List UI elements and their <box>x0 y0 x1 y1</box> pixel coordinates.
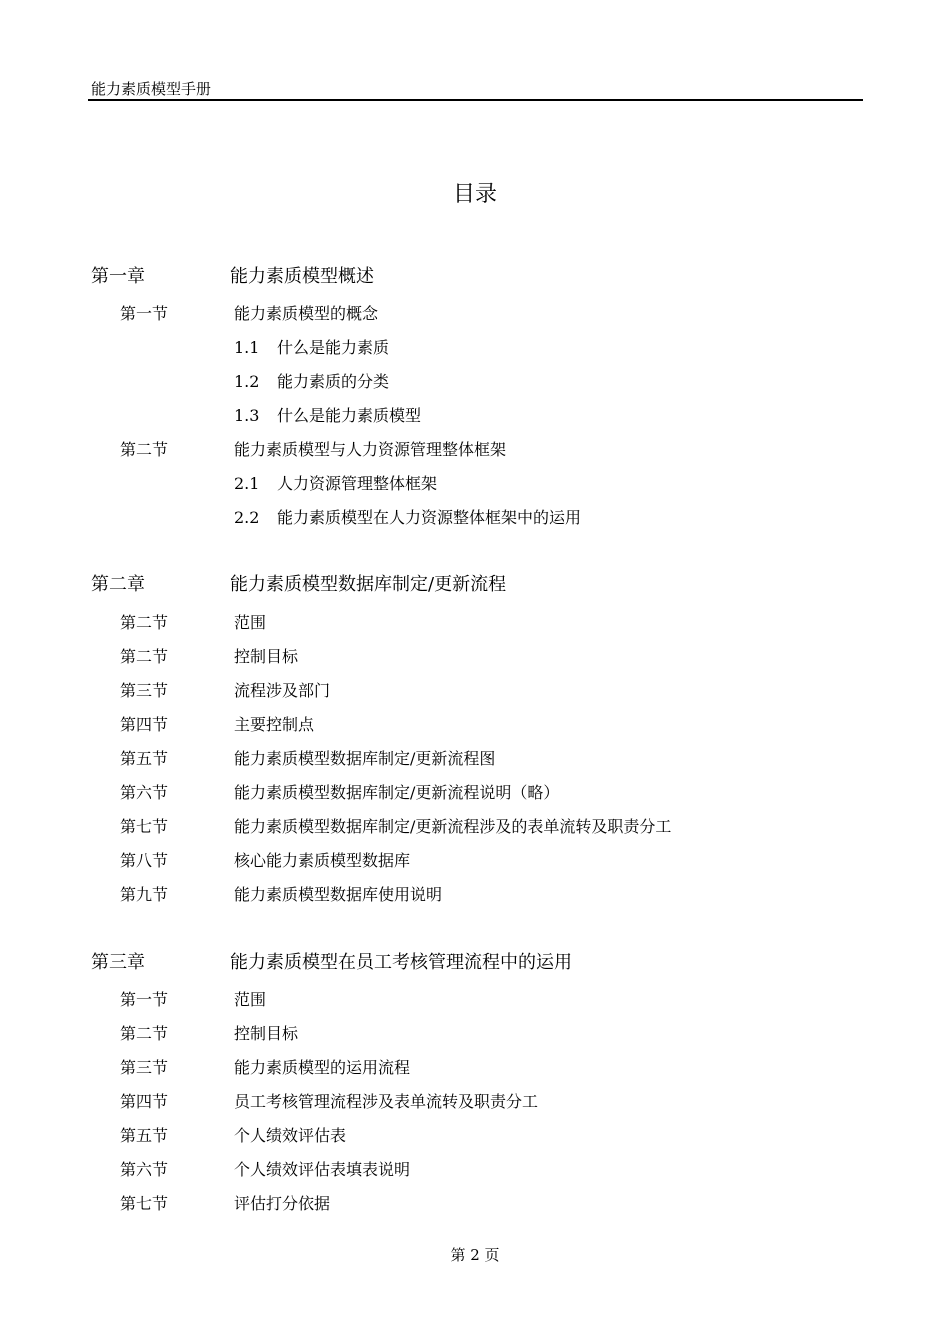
section-title: 员工考核管理流程涉及表单流转及职责分工 <box>234 1092 539 1111</box>
section-number: 第三节 <box>120 1058 169 1077</box>
section-number: 第二节 <box>120 613 169 632</box>
subsection-number: 1.1 <box>234 338 260 357</box>
section-number: 第二节 <box>120 440 169 459</box>
subsection-title: 能力素质的分类 <box>277 372 390 391</box>
page-number: 第 2 页 <box>450 1246 500 1264</box>
subsection-title: 什么是能力素质模型 <box>277 406 422 425</box>
section-number: 第六节 <box>120 783 169 802</box>
section-number: 第七节 <box>120 1194 169 1213</box>
section-number: 第七节 <box>120 817 169 836</box>
section-number: 第二节 <box>120 1024 169 1043</box>
section-title: 能力素质模型的运用流程 <box>234 1058 411 1077</box>
header-divider <box>88 99 863 101</box>
section-title: 主要控制点 <box>234 715 315 734</box>
subsection-title: 能力素质模型在人力资源整体框架中的运用 <box>277 508 582 527</box>
section-title: 核心能力素质模型数据库 <box>234 851 411 870</box>
section-title: 能力素质模型数据库使用说明 <box>234 885 443 904</box>
section-title: 能力素质模型数据库制定/更新流程说明（略） <box>234 783 560 802</box>
section-title: 范围 <box>234 613 267 632</box>
section-title: 控制目标 <box>234 647 299 666</box>
section-number: 第三节 <box>120 681 169 700</box>
chapter-number: 第三章 <box>91 952 145 973</box>
subsection-title: 什么是能力素质 <box>277 338 390 357</box>
subsection-number: 2.1 <box>234 474 260 493</box>
subsection-number: 1.2 <box>234 372 260 391</box>
section-title: 范围 <box>234 990 267 1009</box>
page-title: 目录 <box>452 182 497 207</box>
section-number: 第四节 <box>120 715 169 734</box>
section-number: 第一节 <box>120 304 169 323</box>
section-number: 第六节 <box>120 1160 169 1179</box>
section-title: 能力素质模型的概念 <box>234 304 379 323</box>
section-number: 第一节 <box>120 990 169 1009</box>
section-number: 第五节 <box>120 749 169 768</box>
chapter-number: 第一章 <box>91 266 145 287</box>
section-title: 控制目标 <box>234 1024 299 1043</box>
subsection-number: 2.2 <box>234 508 260 527</box>
section-title: 评估打分依据 <box>234 1194 331 1213</box>
chapter-title: 能力素质模型数据库制定/更新流程 <box>230 574 507 595</box>
subsection-number: 1.3 <box>234 406 260 425</box>
section-title: 个人绩效评估表填表说明 <box>234 1160 411 1179</box>
section-number: 第八节 <box>120 851 169 870</box>
chapter-title: 能力素质模型在员工考核管理流程中的运用 <box>230 952 572 973</box>
section-number: 第二节 <box>120 647 169 666</box>
section-title: 能力素质模型数据库制定/更新流程涉及的表单流转及职责分工 <box>234 817 672 836</box>
section-number: 第九节 <box>120 885 169 904</box>
running-header-title: 能力素质模型手册 <box>91 80 212 98</box>
subsection-title: 人力资源管理整体框架 <box>277 474 438 493</box>
section-number: 第五节 <box>120 1126 169 1145</box>
section-title: 流程涉及部门 <box>234 681 331 700</box>
section-title: 能力素质模型与人力资源管理整体框架 <box>234 440 507 459</box>
chapter-title: 能力素质模型概述 <box>230 266 374 287</box>
section-title: 个人绩效评估表 <box>234 1126 347 1145</box>
section-title: 能力素质模型数据库制定/更新流程图 <box>234 749 496 768</box>
section-number: 第四节 <box>120 1092 169 1111</box>
chapter-number: 第二章 <box>91 574 145 595</box>
